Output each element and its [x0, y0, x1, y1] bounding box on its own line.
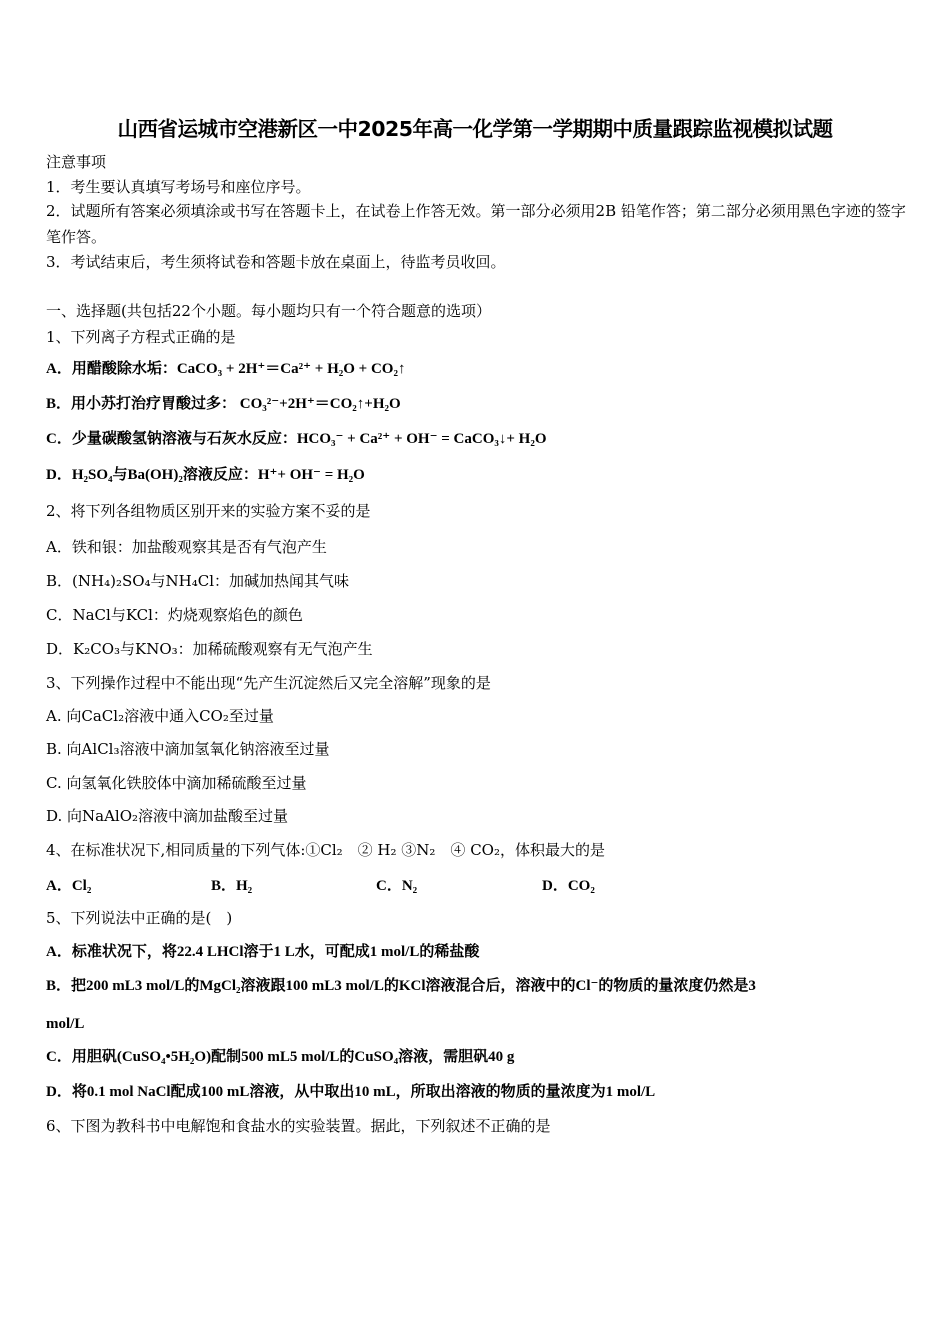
- question-4-option: B．H₂: [211, 878, 253, 894]
- question-1-stem: 1、下列离子方程式正确的是: [46, 328, 236, 346]
- question-4-option: D．CO₂: [542, 878, 595, 894]
- question-1-option: A．用醋酸除水垢：CaCO₃ + 2H⁺＝Ca²⁺ + H₂O + CO₂↑: [46, 361, 406, 377]
- question-1-option: B．用小苏打治疗胃酸过多： CO₃²⁻+2H⁺＝CO₂↑+H₂O: [46, 396, 401, 412]
- question-2-option: C．NaCl与KCl：灼烧观察焰色的颜色: [46, 606, 303, 624]
- question-3-option: C. 向氢氧化铁胶体中滴加稀硫酸至过量: [46, 774, 307, 792]
- page-title: 山西省运城市空港新区一中2025年高一化学第一学期期中质量跟踪监视模拟试题: [117, 117, 833, 141]
- question-1-option: D．H₂SO₄与Ba(OH)₂溶液反应：H⁺+ OH⁻ = H₂O: [46, 467, 365, 483]
- question-5-option: D．将0.1 mol NaCl配成100 mL溶液，从中取出10 mL，所取出溶液的物质的量浓度为1 mol/L: [46, 1084, 656, 1100]
- question-2-option: B．(NH₄)₂SO₄与NH₄Cl：加碱加热闻其气味: [46, 572, 350, 590]
- question-3-option: D. 向NaAlO₂溶液中滴加盐酸至过量: [46, 807, 289, 825]
- notice-item: 1．考生要认真填写考场号和座位序号。: [46, 178, 311, 196]
- question-4-stem: 4、在标准状况下,相同质量的下列气体:①Cl₂ ② H₂ ③N₂ ④ CO₂，体积最大的是: [46, 841, 605, 859]
- question-3-stem: 3、下列操作过程中不能出现“先产生沉淀然后又完全溶解”现象的是: [46, 674, 491, 692]
- notice-item: 3．考试结束后，考生须将试卷和答题卡放在桌面上，待监考员收回。: [46, 253, 506, 271]
- notice-item: 2．试题所有答案必须填涂或书写在答题卡上，在试卷上作答无效。第一部分必须用2B 铅笔作答；第二部分必须用黑色字迹的签字笔作答。: [46, 202, 906, 246]
- question-6-stem: 6、下图为教科书中电解饱和食盐水的实验装置。据此，下列叙述不正确的是: [46, 1117, 551, 1135]
- question-5-option: C．用胆矾(CuSO₄•5H₂O)配制500 mL5 mol/L的CuSO₄溶液，需胆矾40 g: [46, 1049, 515, 1065]
- section-heading: 一、选择题(共包括22个小题。每小题均只有一个符合题意的选项）: [46, 302, 491, 320]
- question-1-option: C．少量碳酸氢钠溶液与石灰水反应：HCO₃⁻ + Ca²⁺ + OH⁻ = CaCO₃↓+ H₂O: [46, 431, 547, 447]
- question-5-stem: 5、下列说法中正确的是( ): [46, 909, 233, 927]
- question-3-option: B. 向AlCl₃溶液中滴加氢氧化钠溶液至过量: [46, 740, 330, 758]
- question-3-option: A. 向CaCl₂溶液中通入CO₂至过量: [46, 707, 274, 725]
- notice-heading: 注意事项: [46, 153, 107, 171]
- question-5-option: A．标准状况下，将22.4 LHCl溶于1 L水，可配成1 mol/L的稀盐酸: [46, 944, 480, 960]
- question-4-option: C．N₂: [376, 878, 418, 894]
- question-2-option: A．铁和银：加盐酸观察其是否有气泡产生: [46, 538, 327, 556]
- question-2-stem: 2、将下列各组物质区别开来的实验方案不妥的是: [46, 502, 371, 520]
- question-5-option: B．把200 mL3 mol/L的MgCl₂溶液跟100 mL3 mol/L的KCl溶液混合后，溶液中的Cl⁻的物质的量浓度仍然是3: [46, 978, 756, 994]
- question-5-option-continued: mol/L: [46, 1016, 85, 1032]
- question-2-option: D．K₂CO₃与KNO₃：加稀硫酸观察有无气泡产生: [46, 640, 373, 658]
- question-4-option: A．Cl₂: [46, 878, 92, 894]
